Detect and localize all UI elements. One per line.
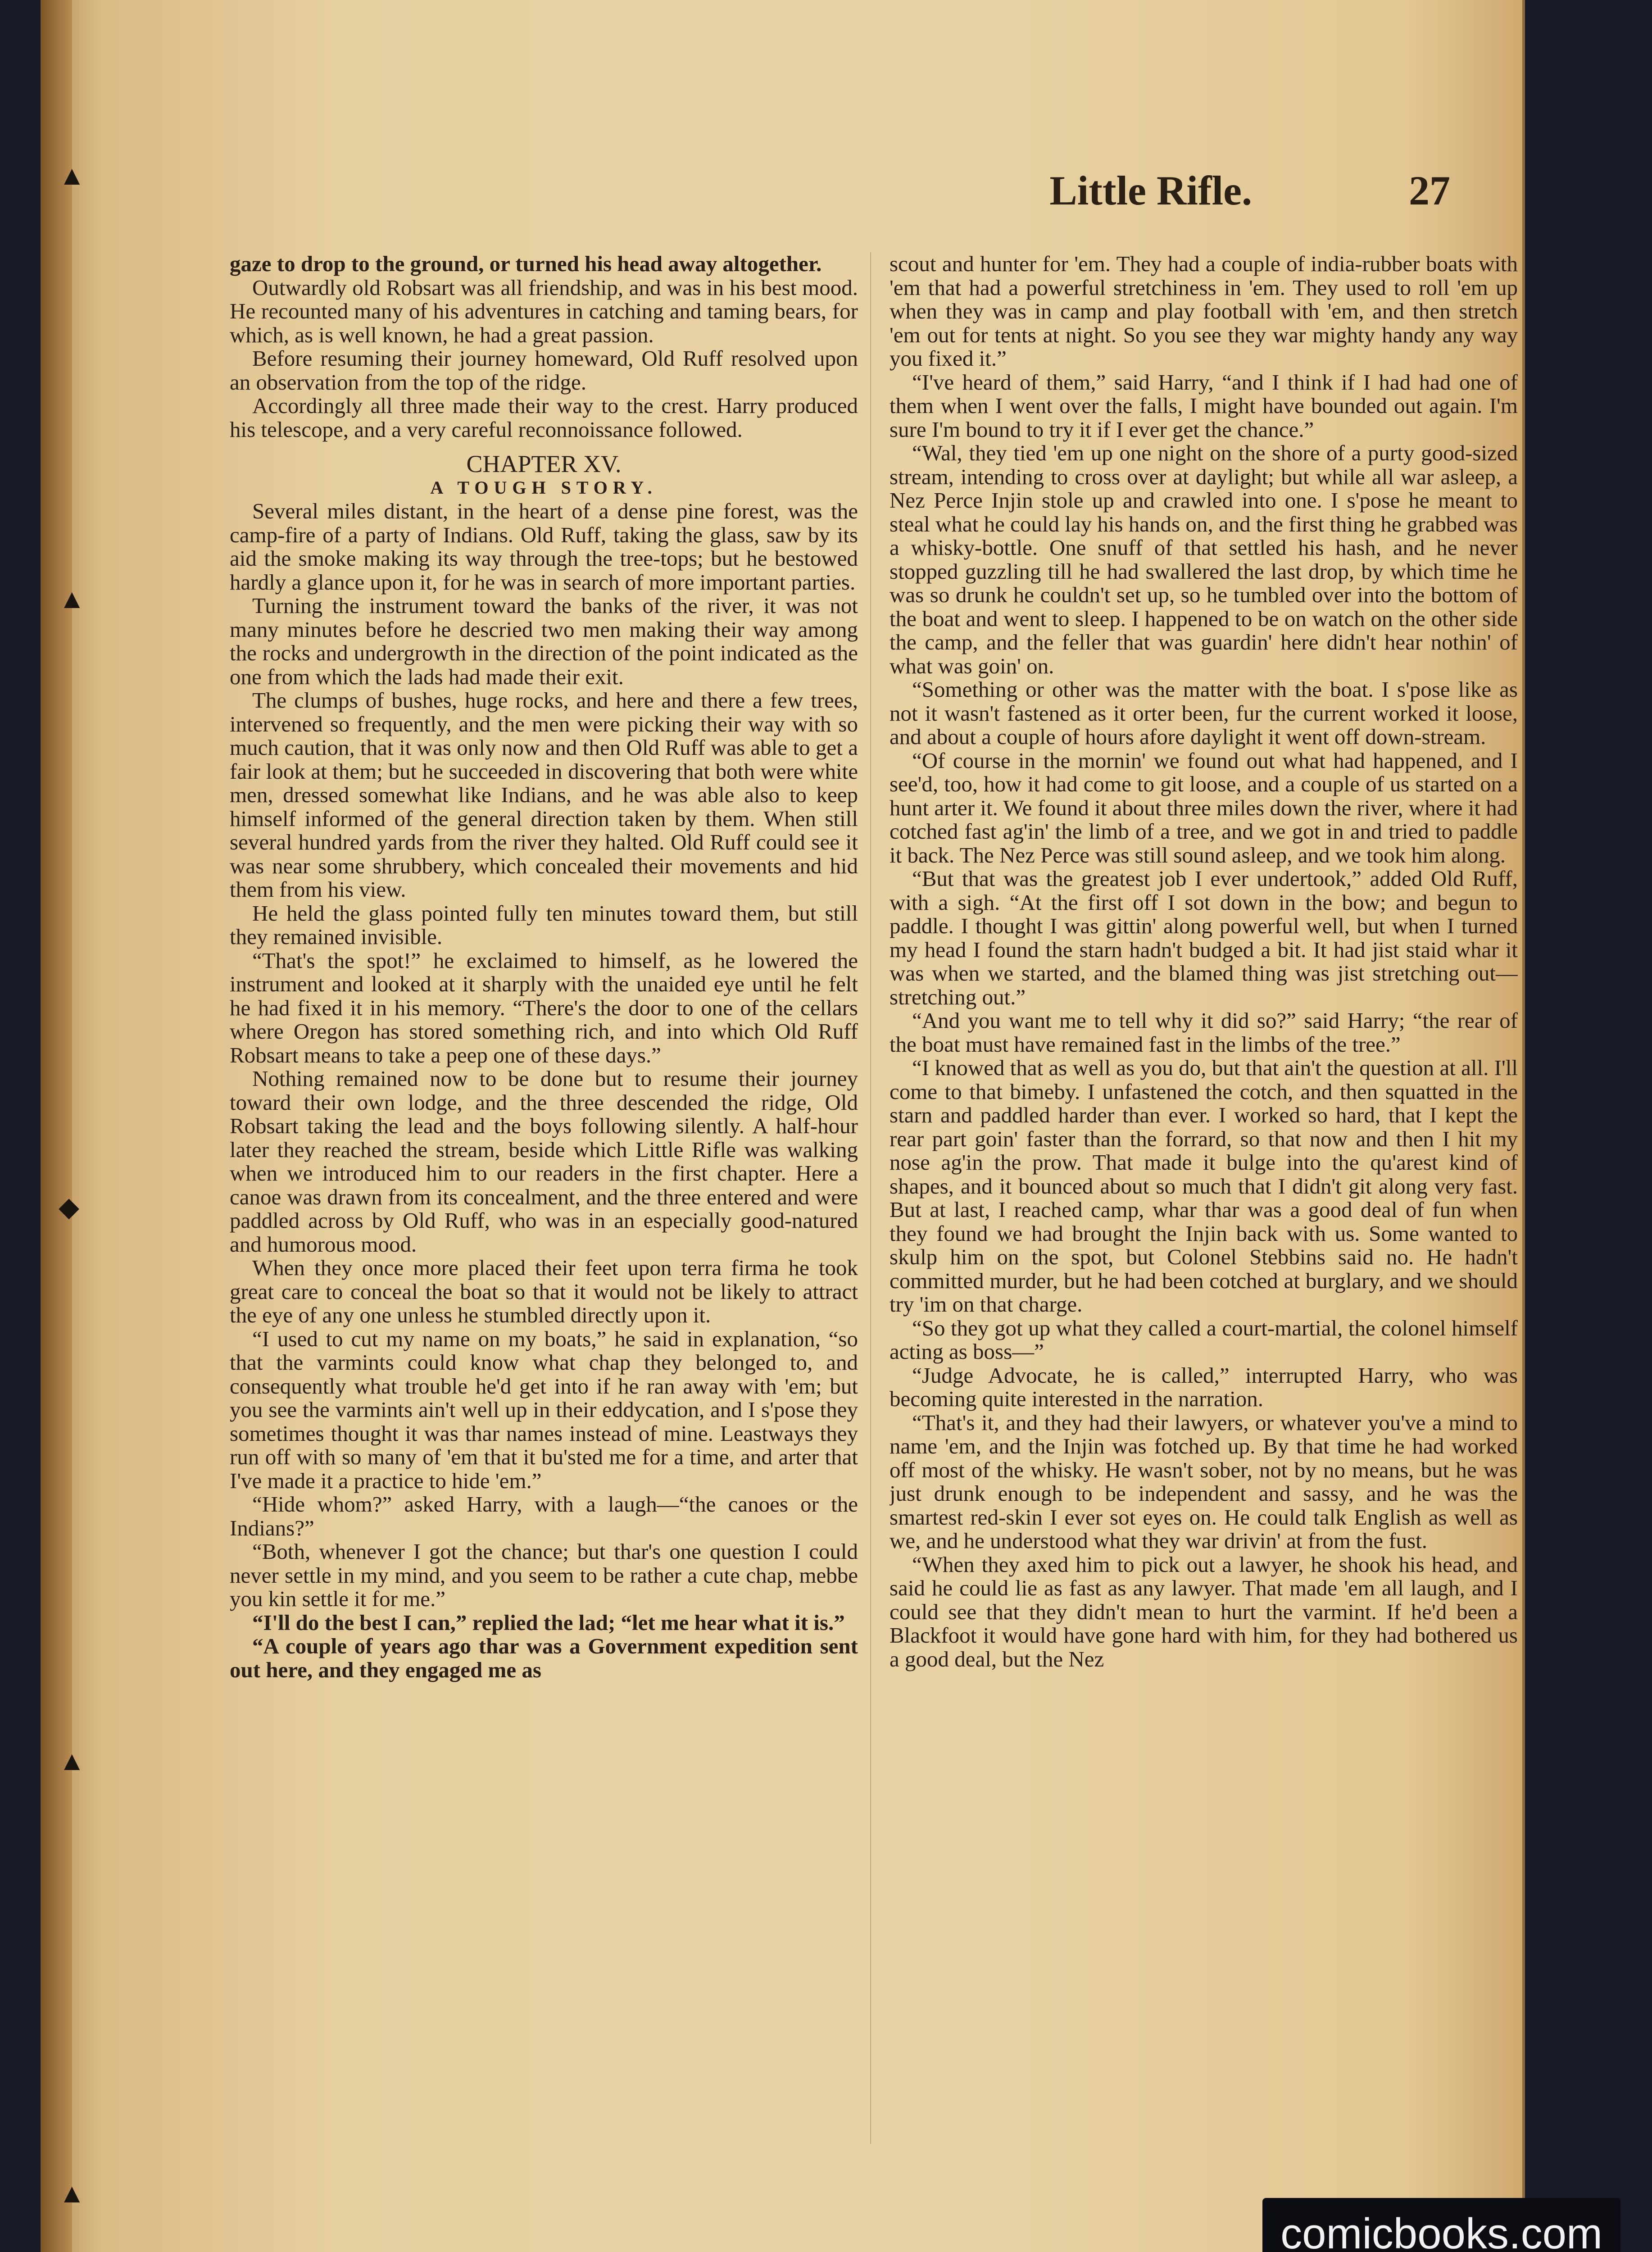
binding-stitch-icon: ▲ [59, 584, 86, 614]
text-paragraph: Several miles distant, in the heart of a dense pine forest, was the camp-fire of a party of Indians. Old Ruff, taking the glass, saw by its aid the smoke making its way through the tree-tops; but he bestowed hardly a glance upon it, for he was in search of more important parties. [230, 499, 858, 595]
watermark-logo: comicbooks.com [1262, 2198, 1620, 2252]
text-paragraph: “I'll do the best I can,” replied the lad; “let me hear what it is.” [252, 1610, 845, 1635]
text-paragraph: “Judge Advocate, he is called,” interrupted Harry, who was becoming quite interested in the narration. [890, 1362, 1518, 1411]
text-paragraph: Nothing remained now to be done but to resume their journey toward their own lodge, and the three descended the ridge, Old Robsart taking the lead and the boys following silently. A half-hour later they reached the stream, beside which Little Rifle was walking when we introduced him to our readers in the first chapter. Here a canoe was drawn from its concealment, and the three entered and were paddled across by Old Ruff, who was in an especially good-natured and humorous mood. [230, 1066, 858, 1257]
book-page [41, 0, 1525, 2252]
text-paragraph: Before resuming their journey homeward, Old Ruff resolved upon an observation from the top of the ridge. [230, 346, 858, 395]
text-paragraph: “When they axed him to pick out a lawyer, he shook his head, and said he could lie as fast as any lawyer. That made 'em all laugh, and I could see that they didn't mean to hurt the varmint. If he'd been a Blackfoot it would have gone hard with him, for they had bothered us a good deal, but the Nez [890, 1552, 1518, 1671]
text-paragraph: “And you want me to tell why it did so?” said Harry; “the rear of the boat must have remained fast in the limbs of the tree.” [890, 1008, 1518, 1057]
text-paragraph: gaze to drop to the ground, or turned his head away altogether. [230, 252, 822, 276]
chapter-heading: CHAPTER XV. [466, 450, 622, 477]
text-paragraph: “A couple of years ago thar was a Government expedition sent out here, and they engaged me as [230, 1634, 858, 1682]
page-header [230, 167, 1450, 221]
running-title: Little Rifle. [1049, 168, 1252, 213]
text-paragraph: He held the glass pointed fully ten minutes toward them, but still they remained invisible. [230, 900, 858, 949]
text-paragraph: The clumps of bushes, huge rocks, and here and there a few trees, intervened so frequently, and the men were picking their way with so much caution, that it was only now and then Old Ruff was able to get a fair look at them; but he succeeded in discovering that both were white men, dressed somewhat like Indians, and he was able also to keep himself informed of the general direction taken by them. When still several hundred yards from the river they halted. Old Ruff could see it was near some shrubbery, which concealed their movements and hid them from his view. [230, 688, 858, 902]
text-paragraph: “Wal, they tied 'em up one night on the shore of a purty good-sized stream, intending to cross over at daylight; but while all war asleep, a Nez Perce Injin stole up and crawled into one. I s'pose he meant to steal what he could lay his hands on, and the first thing he grabbed was a whisky-bottle. One snuff of that settled his hash, and he never stopped guzzling till he had swallered the last drop, by which time he was so drunk he couldn't set up, so he tumbled over into the bottom of the boat and went to sleep. I happened to be on watch on the other side the camp, and the feller that was guardin' here didn't hear nothin' of what was goin' on. [890, 440, 1518, 678]
text-paragraph: “Hide whom?” asked Harry, with a laugh—“the canoes or the Indians?” [230, 1492, 858, 1540]
text-paragraph: Accordingly all three made their way to the crest. Harry produced his telescope, and a very careful reconnoissance followed. [230, 393, 858, 442]
page-gutter [41, 0, 72, 2252]
text-paragraph: “So they got up what they called a court-martial, the colonel himself acting as boss—” [890, 1315, 1518, 1364]
binding-stitch-icon: ▲ [59, 2179, 86, 2208]
text-paragraph: “That's it, and they had their lawyers, or whatever you've a mind to name 'em, and the Injin was fotched up. By that time he had worked off most of the whisky. He wasn't sober, not by no means, but he was just drunk enough to be independent and sassy, and he was the smartest red-skin I ever sot eyes on. He could talk English as well as we, and he understood what they war drivin' at from the fust. [890, 1410, 1518, 1553]
text-paragraph: “But that was the greatest job I ever undertook,” added Old Ruff, with a sigh. “At the first off I sot down in the bow; and begun to paddle. I thought I was gittin' along powerful well, but when I turned my head I found the starn hadn't budged a bit. It had jist staid whar it was when we started, and the blamed thing was jist stretching out—stretching out.” [890, 866, 1518, 1009]
text-paragraph: “Something or other was the matter with the boat. I s'pose like as not it wasn't fastened as it orter been, fur the current worked it loose, and about a couple of hours afore daylight it went off down-stream. [890, 677, 1518, 749]
text-paragraph: “That's the spot!” he exclaimed to himself, as he lowered the instrument and looked at it sharply with the unaided eye until he felt he had fixed it in his memory. “There's the door to one of the cellars where Oregon has stored something rich, and into which Old Ruff Robsart means to take a peep one of these days.” [230, 948, 858, 1067]
text-paragraph: Outwardly old Robsart was all friendship, and was in his best mood. He recounted many of his adventures in catching and taming bears, for which, as is well known, he had a great passion. [230, 275, 858, 347]
column-divider [870, 252, 871, 2144]
binding-stitch-icon: ▲ [59, 161, 86, 191]
text-paragraph: “I knowed that as well as you do, but that ain't the question at all. I'll come to that bimeby. I unfastened the cotch, and then squatted in the starn and paddled harder than ever. I worked so hard, that I kept the rear part goin' faster than the forrard, so that now and then I hit my nose ag'in the prow. That made it bulge into the qu'arest kind of shapes, and it bounced about so much that I didn't git along very fast. But at last, I reached camp, whar thar was a good deal of fun when they found we had brought the Injin back with us. Some wanted to skulp him on the spot, but Colonel Stebbins said no. He hadn't committed murder, but he had been cotched at burglary, and we should try 'im on that charge. [890, 1055, 1518, 1317]
text-paragraph: “I used to cut my name on my boats,” he said in explanation, “so that the varmints could know what chap they belonged to, and consequently what trouble he'd get into if he ran away with 'em; but you see the varmints ain't well up in their eddycation, and I s'pose they sometimes thought it was thar names instead of mine. Leastways they run off with so many of 'em that it bu'sted me for a time, and arter that I've made it a practice to hide 'em.” [230, 1326, 858, 1493]
text-paragraph: Turning the instrument toward the banks of the river, it was not many minutes before he descried two men making their way among the rocks and undergrowth in the direction of the point indicated as the one from which the lads had made their exit. [230, 593, 858, 689]
left-text-column [230, 252, 858, 2144]
text-paragraph: “I've heard of them,” said Harry, “and I think if I had had one of them when I went over the falls, I might have bounded out again. I'm sure I'm bound to try it if I ever get the chance.” [890, 369, 1518, 442]
text-paragraph: scout and hunter for 'em. They had a couple of india-rubber boats with 'em that had a powerful stretchiness in 'em. They used to roll 'em up when they was in camp and play football with 'em, and then stretch 'em out for tents at night. So you see they war mighty handy any way you fixed it.” [890, 252, 1518, 371]
text-paragraph: When they once more placed their feet upon terra firma he took great care to conceal the boat so that it would not be likely to attract the eye of any one unless he stumbled directly upon it. [230, 1255, 858, 1327]
text-paragraph: “Of course in the mornin' we found out what had happened, and I see'd, too, how it had come to git loose, and a couple of us started on a hunt arter it. We found it about three miles down the river, where it had cotched fast ag'in' the limb of a tree, and we got in and tried to paddle it back. The Nez Perce was still sound asleep, and we took him along. [890, 748, 1518, 867]
right-text-column [890, 252, 1518, 2144]
binding-stitch-icon: ◆ [59, 1192, 80, 1222]
page-number: 27 [1409, 168, 1450, 213]
binding-stitch-icon: ▲ [59, 1746, 86, 1776]
text-paragraph: “Both, whenever I got the chance; but thar's one question I could never settle in my mind, and you seem to be rather a cute chap, mebbe you kin settle it for me.” [230, 1539, 858, 1611]
chapter-subtitle: A TOUGH STORY. [430, 477, 658, 498]
